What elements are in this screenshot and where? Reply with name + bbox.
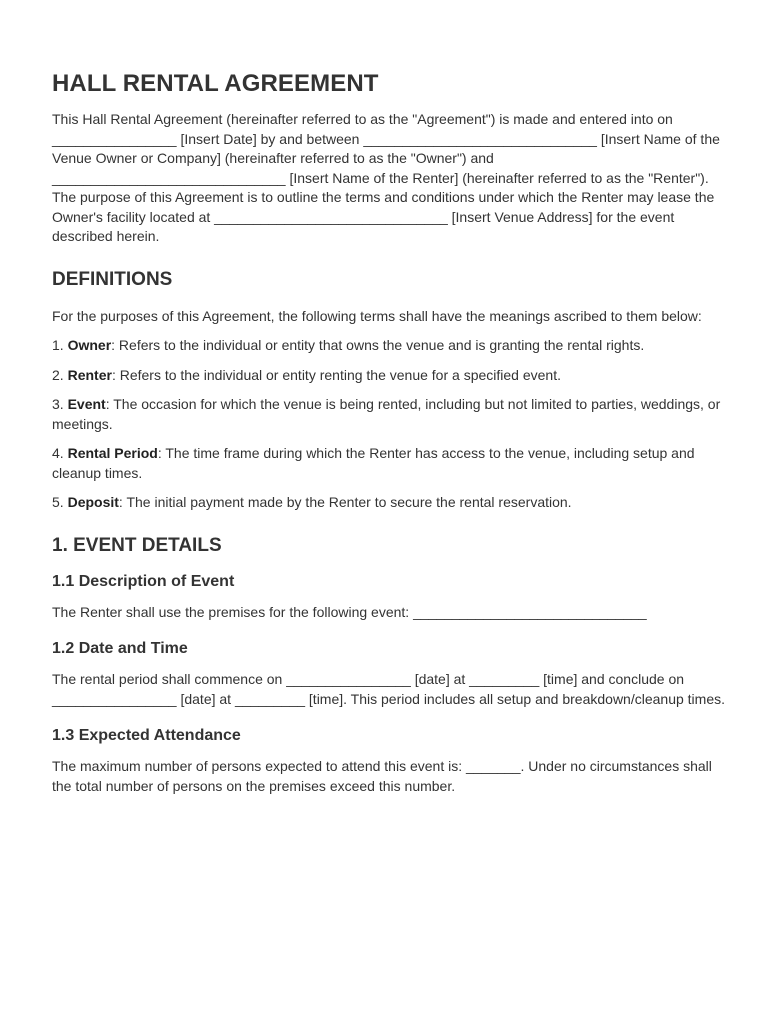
date-time-text: The rental period shall commence on ________________ [date] at _________ [time] and conclude on ________________ [date] at _________ [time]. This period includes all setup and breakdown/cleanup times. [52, 671, 725, 707]
definition-item: 5. Deposit: The initial payment made by the Renter to secure the rental reservation. [52, 494, 572, 510]
definitions-intro: For the purposes of this Agreement, the following terms shall have the meanings ascribed to them below: [52, 307, 702, 324]
definition-term: Owner [67, 337, 112, 353]
definition-item: 1. Owner: Refers to the individual or entity that owns the venue and is granting the rental rights. [52, 337, 645, 353]
date-time-section [52, 640, 730, 709]
attendance-section [52, 727, 730, 796]
event-description-section [52, 573, 730, 623]
definition-term: Rental Period [67, 445, 158, 461]
definition-term: Renter [67, 366, 112, 383]
definition-item: 4. Rental Period: The time frame during which the Renter has access to the venue, including setup and cleanup times. [52, 445, 695, 481]
attendance-heading: 1.3 Expected Attendance [52, 727, 241, 744]
intro-paragraph: This Hall Rental Agreement (hereinafter referred to as the "Agreement") is made and entered into on ________________ [Insert Date] by and between ______________________________ [Insert Name of the Venue Owner or Company] (hereinafter referred to as the "Owner") and ______________________________ [Insert Name of the Renter] (hereinafter referred to as the "Renter"). The purpose of this Agreement is to outline the terms and conditions under which the Renter may lease the Owner's facility located at ______________________________ [Insert Venue Address] for the event described herein. [52, 111, 720, 244]
definition-item: 2. Renter: Refers to the individual or entity renting the venue for a specified event. [52, 366, 561, 383]
definition-item: 3. Event: The occasion for which the venue is being rented, including but not limited to parties, weddings, or meetings. [52, 396, 721, 432]
definition-term: Deposit [67, 494, 119, 510]
attendance-text: The maximum number of persons expected to attend this event is: _______. Under no circumstances shall the total number of persons on the premises exceed this number. [52, 758, 712, 794]
definitions-list [52, 336, 730, 513]
event-details-heading: 1. EVENT DETAILS [52, 534, 222, 556]
document-title: HALL RENTAL AGREEMENT [52, 70, 379, 97]
definitions-heading: DEFINITIONS [52, 268, 173, 290]
date-time-heading: 1.2 Date and Time [52, 640, 188, 657]
event-description-heading: 1.1 Description of Event [52, 572, 235, 590]
event-description-text: The Renter shall use the premises for the following event: ______________________________ [52, 603, 647, 620]
definition-term: Event [67, 396, 106, 412]
